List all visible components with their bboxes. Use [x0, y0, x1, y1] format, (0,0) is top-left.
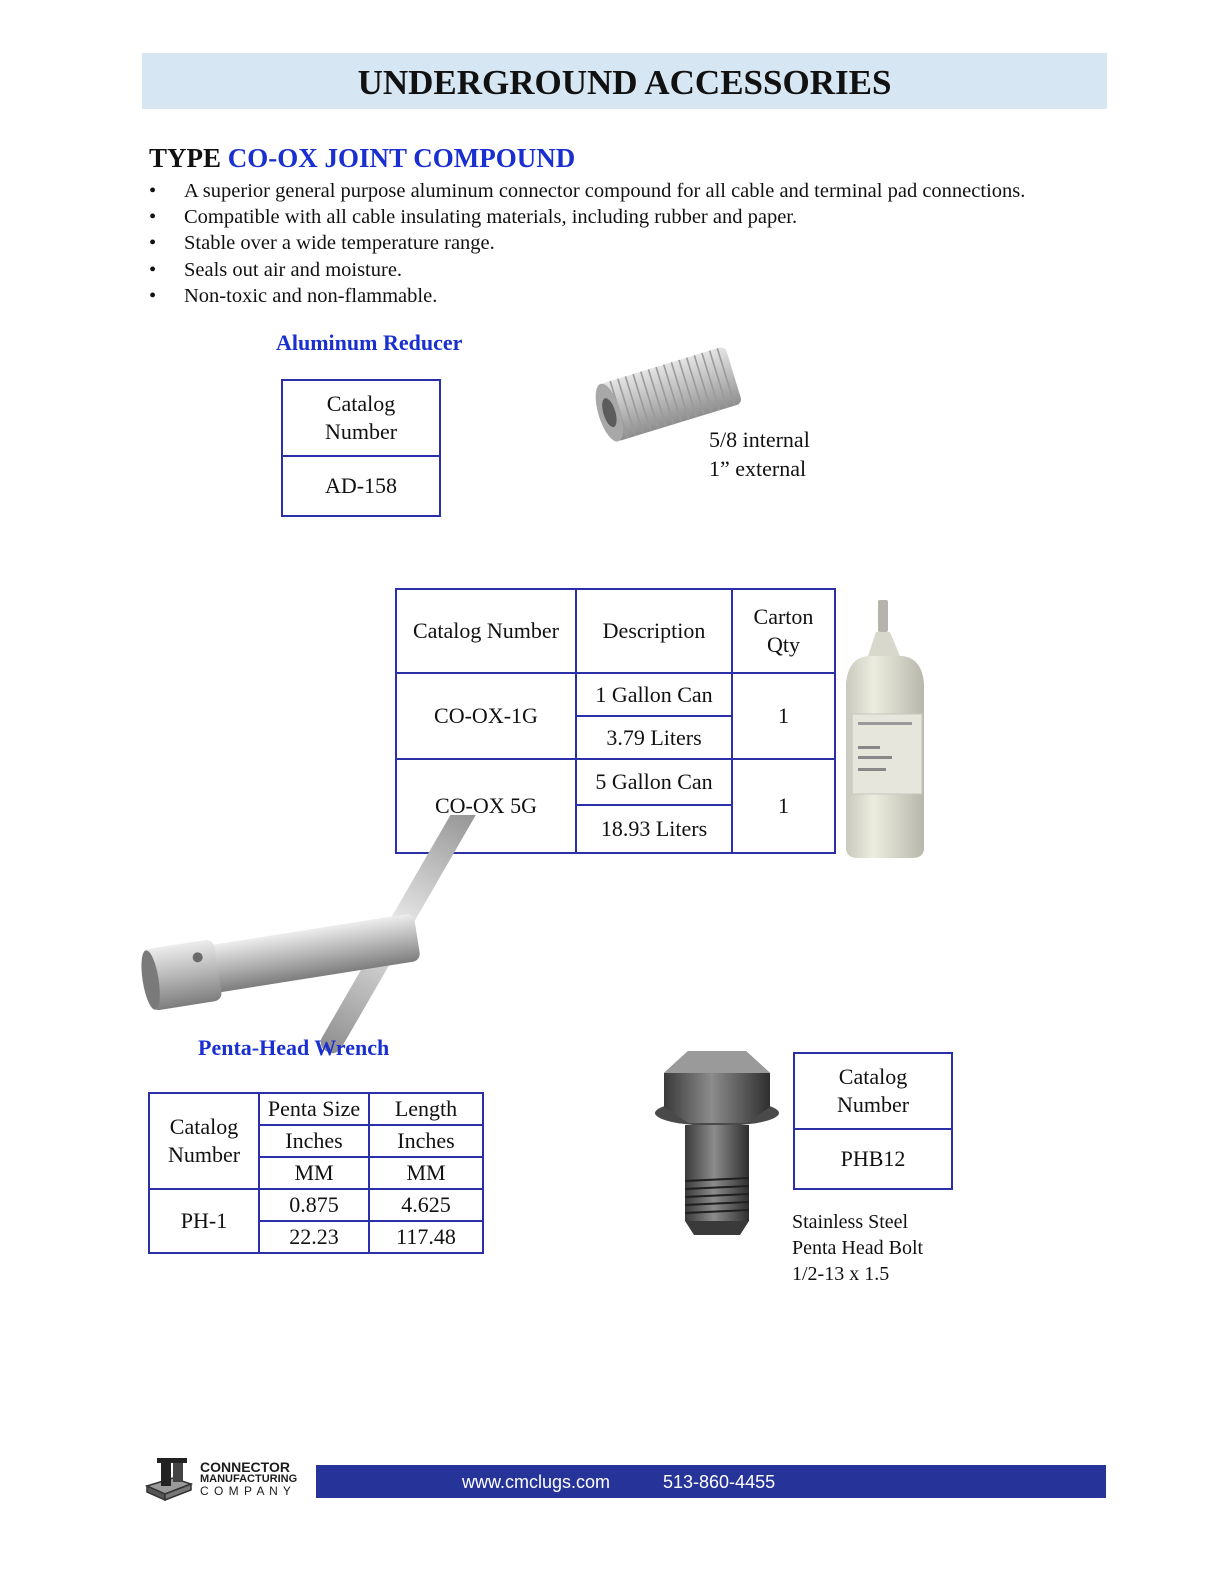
table-row — [396, 759, 835, 805]
header-catalog — [149, 1093, 259, 1189]
header-description: Description — [576, 589, 732, 673]
penta-mm-cell: 22.23 — [259, 1221, 369, 1253]
bolt-table — [793, 1052, 953, 1190]
reducer-note — [709, 426, 810, 483]
length-inches-cell: 4.625 — [369, 1189, 483, 1221]
header-line: Catalog — [326, 391, 396, 416]
logo-line: MANUFACTURING — [200, 1473, 298, 1485]
header-line: Number — [836, 1092, 910, 1117]
header-penta-size: Penta Size — [259, 1093, 369, 1125]
page-banner — [142, 53, 1107, 109]
table-row — [794, 1129, 952, 1189]
bolt-description — [792, 1209, 923, 1287]
table-row — [149, 1189, 483, 1221]
description-cell: 3.79 Liters — [576, 716, 732, 759]
bullet-glyph: • — [149, 284, 157, 307]
catalog-cell: PH-1 — [149, 1189, 259, 1253]
header-unit: MM — [369, 1157, 483, 1189]
qty-cell: 1 — [732, 673, 835, 759]
catalog-cell: PHB12 — [794, 1129, 952, 1189]
header-line: Carton — [753, 604, 814, 629]
bullet-text: Non-toxic and non-flammable. — [184, 284, 438, 307]
bullet-glyph: • — [149, 232, 157, 255]
header-carton-qty — [732, 589, 835, 673]
header-line: Catalog — [838, 1064, 908, 1089]
length-mm-cell: 117.48 — [369, 1221, 483, 1253]
table-header-row — [149, 1093, 483, 1125]
footer-bar — [316, 1465, 1106, 1498]
header-line: Catalog — [169, 1114, 239, 1139]
wrench-title: Penta-Head Wrench — [198, 1035, 390, 1060]
wrench-table — [148, 1092, 484, 1254]
section-heading — [149, 143, 575, 174]
penta-inches-cell: 0.875 — [259, 1189, 369, 1221]
header-unit: Inches — [259, 1125, 369, 1157]
header-catalog: Catalog Number — [396, 589, 576, 673]
bullet-glyph: • — [149, 258, 157, 281]
header-unit: MM — [259, 1157, 369, 1189]
description-cell: 5 Gallon Can — [576, 759, 732, 805]
table-row — [794, 1053, 952, 1129]
catalog-header-cell — [794, 1053, 952, 1129]
header-line: Number — [324, 419, 398, 444]
bullet-glyph: • — [149, 206, 157, 229]
table-row — [282, 456, 440, 516]
footer-phone: 513-860-4455 — [663, 1472, 776, 1492]
note-line: 1” external — [709, 455, 807, 481]
catalog-cell: AD-158 — [282, 456, 440, 516]
header-unit: Inches — [369, 1125, 483, 1157]
header-line: Qty — [767, 632, 800, 657]
table-header-row — [396, 589, 835, 673]
desc-line: Stainless Steel — [792, 1211, 909, 1233]
company-logo-icon — [143, 1456, 195, 1502]
bullet-text: Compatible with all cable insulating materials, including rubber and paper. — [184, 206, 798, 229]
header-line: Number — [167, 1142, 241, 1167]
list-item — [149, 283, 1025, 309]
type-label: TYPE — [149, 143, 222, 173]
page-title: UNDERGROUND ACCESSORIES — [357, 63, 892, 102]
list-item — [149, 257, 1025, 283]
catalog-cell: CO-OX-1G — [396, 673, 576, 759]
list-item — [149, 178, 1025, 204]
bullet-text: Seals out air and moisture. — [184, 258, 403, 281]
description-cell: 1 Gallon Can — [576, 673, 732, 716]
qty-cell: 1 — [732, 759, 835, 853]
note-line: 5/8 internal — [709, 427, 810, 452]
company-logo-text — [200, 1461, 297, 1497]
desc-line: 1/2-13 x 1.5 — [792, 1263, 890, 1285]
bullet-glyph: • — [149, 180, 157, 202]
list-item — [149, 230, 1025, 256]
table-row — [282, 380, 440, 456]
desc-line: Penta Head Bolt — [792, 1237, 924, 1259]
reducer-title: Aluminum Reducer — [276, 330, 463, 355]
compound-bottle-image — [838, 596, 933, 866]
logo-line: CONNECTOR — [200, 1459, 290, 1475]
description-cell: 18.93 Liters — [576, 805, 732, 853]
feature-list — [149, 178, 1025, 309]
bullet-text: A superior general purpose aluminum connector compound for all cable and terminal pad connections. — [184, 180, 1026, 202]
list-item — [149, 204, 1025, 230]
catalog-cell: CO-OX 5G — [396, 759, 576, 853]
penta-head-wrench-image — [140, 815, 500, 1070]
footer-url-link[interactable]: www.cmclugs.com — [462, 1472, 611, 1492]
penta-head-bolt-image — [650, 1045, 785, 1240]
bullet-text: Stable over a wide temperature range. — [184, 232, 495, 255]
logo-line: C O M P A N Y — [200, 1484, 292, 1498]
reducer-table — [281, 379, 441, 517]
product-name: CO-OX JOINT COMPOUND — [227, 143, 576, 173]
table-row — [396, 673, 835, 716]
header-length: Length — [369, 1093, 483, 1125]
catalog-header-cell — [282, 380, 440, 456]
